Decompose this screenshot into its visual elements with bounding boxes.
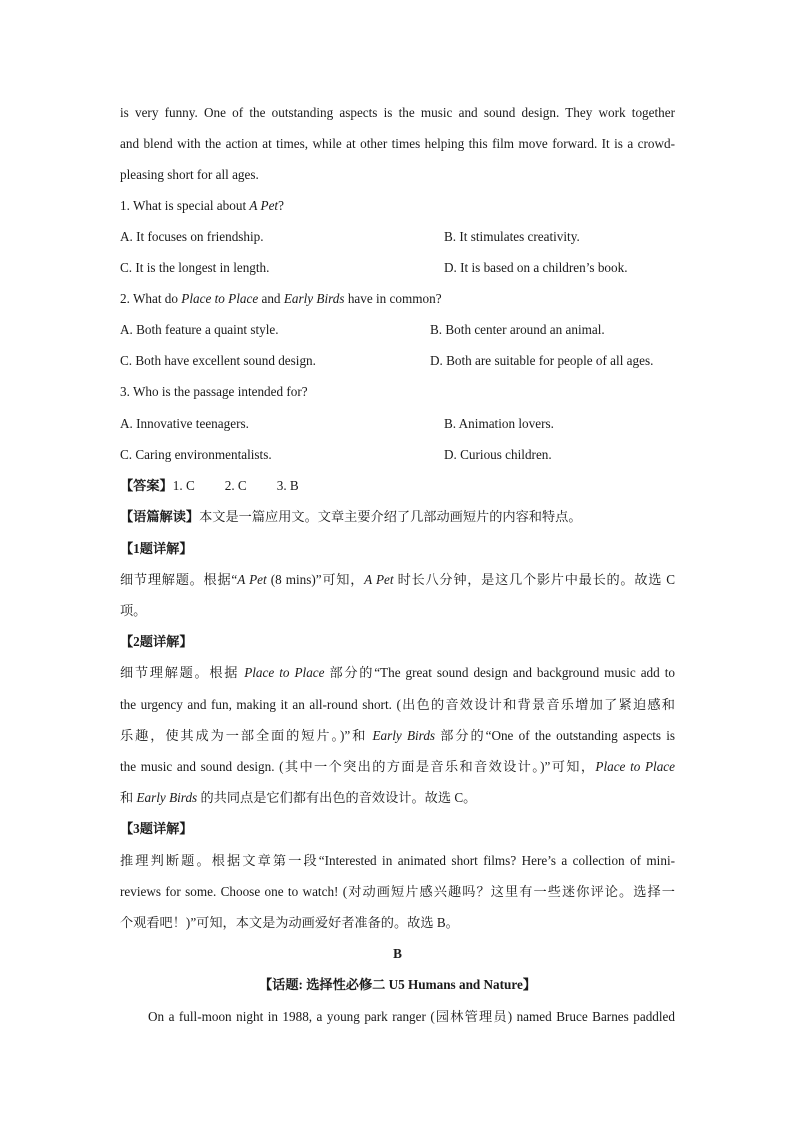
section-letter: B	[393, 946, 402, 961]
detail-2-line: 和 Early Birds 的共同点是它们都有出色的音效设计。故选 C。	[120, 790, 477, 805]
question-2-stem: 2. What do Place to Place and Early Birds have in common?	[120, 291, 442, 306]
detail-1-line: 细节理解题。根据“A Pet (8 mins)”可知，A Pet 时长八分钟，是这几个影片中最长的。故选 C	[120, 572, 676, 587]
q1-option-b: B. It stimulates creativity.	[444, 229, 580, 244]
overview-label: 【语篇解读】	[120, 509, 200, 524]
detail-3-heading: 【3题详解】	[120, 821, 193, 836]
detail-2-line: the music and sound design. (其中一个突出的方面是音乐和音效设计。)”可知，Place to Place	[120, 759, 675, 774]
q1-option-a: A. It focuses on friendship.	[120, 229, 264, 244]
passage-line: is very funny. One of the outstanding aspects is the music and sound design. They work together	[120, 105, 675, 120]
detail-2-heading: 【2题详解】	[120, 634, 193, 649]
question-3-stem: 3. Who is the passage intended for?	[120, 384, 308, 399]
detail-1-heading: 【1题详解】	[120, 541, 193, 556]
q3-option-a: A. Innovative teenagers.	[120, 416, 249, 431]
detail-3-line: 个观看吧！)”可知，本文是为动画爱好者准备的。故选 B。	[120, 915, 459, 930]
question-1-stem: 1. What is special about A Pet?	[120, 198, 284, 213]
detail-3-line: 推理判断题。根据文章第一段“Interested in animated short films? Here’s a collection of mini-	[120, 853, 675, 868]
answer-label: 【答案】	[120, 478, 173, 493]
detail-2-line: 乐趣，使其成为一部全面的短片。)”和 Early Birds 部分的“One of the outstanding aspects is	[120, 728, 675, 743]
q3-option-d: D. Curious children.	[444, 447, 552, 462]
q2-option-c: C. Both have excellent sound design.	[120, 353, 316, 368]
q1-option-c: C. It is the longest in length.	[120, 260, 270, 275]
passage-line: and blend with the action at times, while at other times helping this film move forward. It is a crowd-	[120, 136, 675, 151]
passage-line: pleasing short for all ages.	[120, 167, 259, 182]
q2-option-d: D. Both are suitable for people of all ages.	[430, 353, 654, 368]
q1-option-d: D. It is based on a children’s book.	[444, 260, 628, 275]
q2-option-a: A. Both feature a quaint style.	[120, 322, 279, 337]
detail-3-line: reviews for some. Choose one to watch! (对动画短片感兴趣吗？这里有一些迷你评论。选择一	[120, 884, 675, 899]
section-topic: 【话题: 选择性必修二 U5 Humans and Nature】	[258, 977, 537, 992]
q3-option-b: B. Animation lovers.	[444, 416, 554, 431]
q3-option-c: C. Caring environmentalists.	[120, 447, 272, 462]
answer-line: 【答案】1. C 2. C 3. B	[120, 478, 299, 493]
detail-2-line: 细节理解题。根据 Place to Place 部分的“The great sound design and background music add to	[120, 665, 675, 680]
detail-1-line: 项。	[120, 603, 147, 618]
detail-2-line: the urgency and fun, making it an all-round short. (出色的音效设计和背景音乐增加了紧迫感和	[120, 697, 675, 712]
overview-line: 【语篇解读】本文是一篇应用文。文章主要介绍了几部动画短片的内容和特点。	[120, 509, 582, 524]
q2-option-b: B. Both center around an animal.	[430, 322, 605, 337]
passage-b-first-line: On a full-moon night in 1988, a young park ranger (园林管理员) named Bruce Barnes paddled	[148, 1009, 675, 1024]
